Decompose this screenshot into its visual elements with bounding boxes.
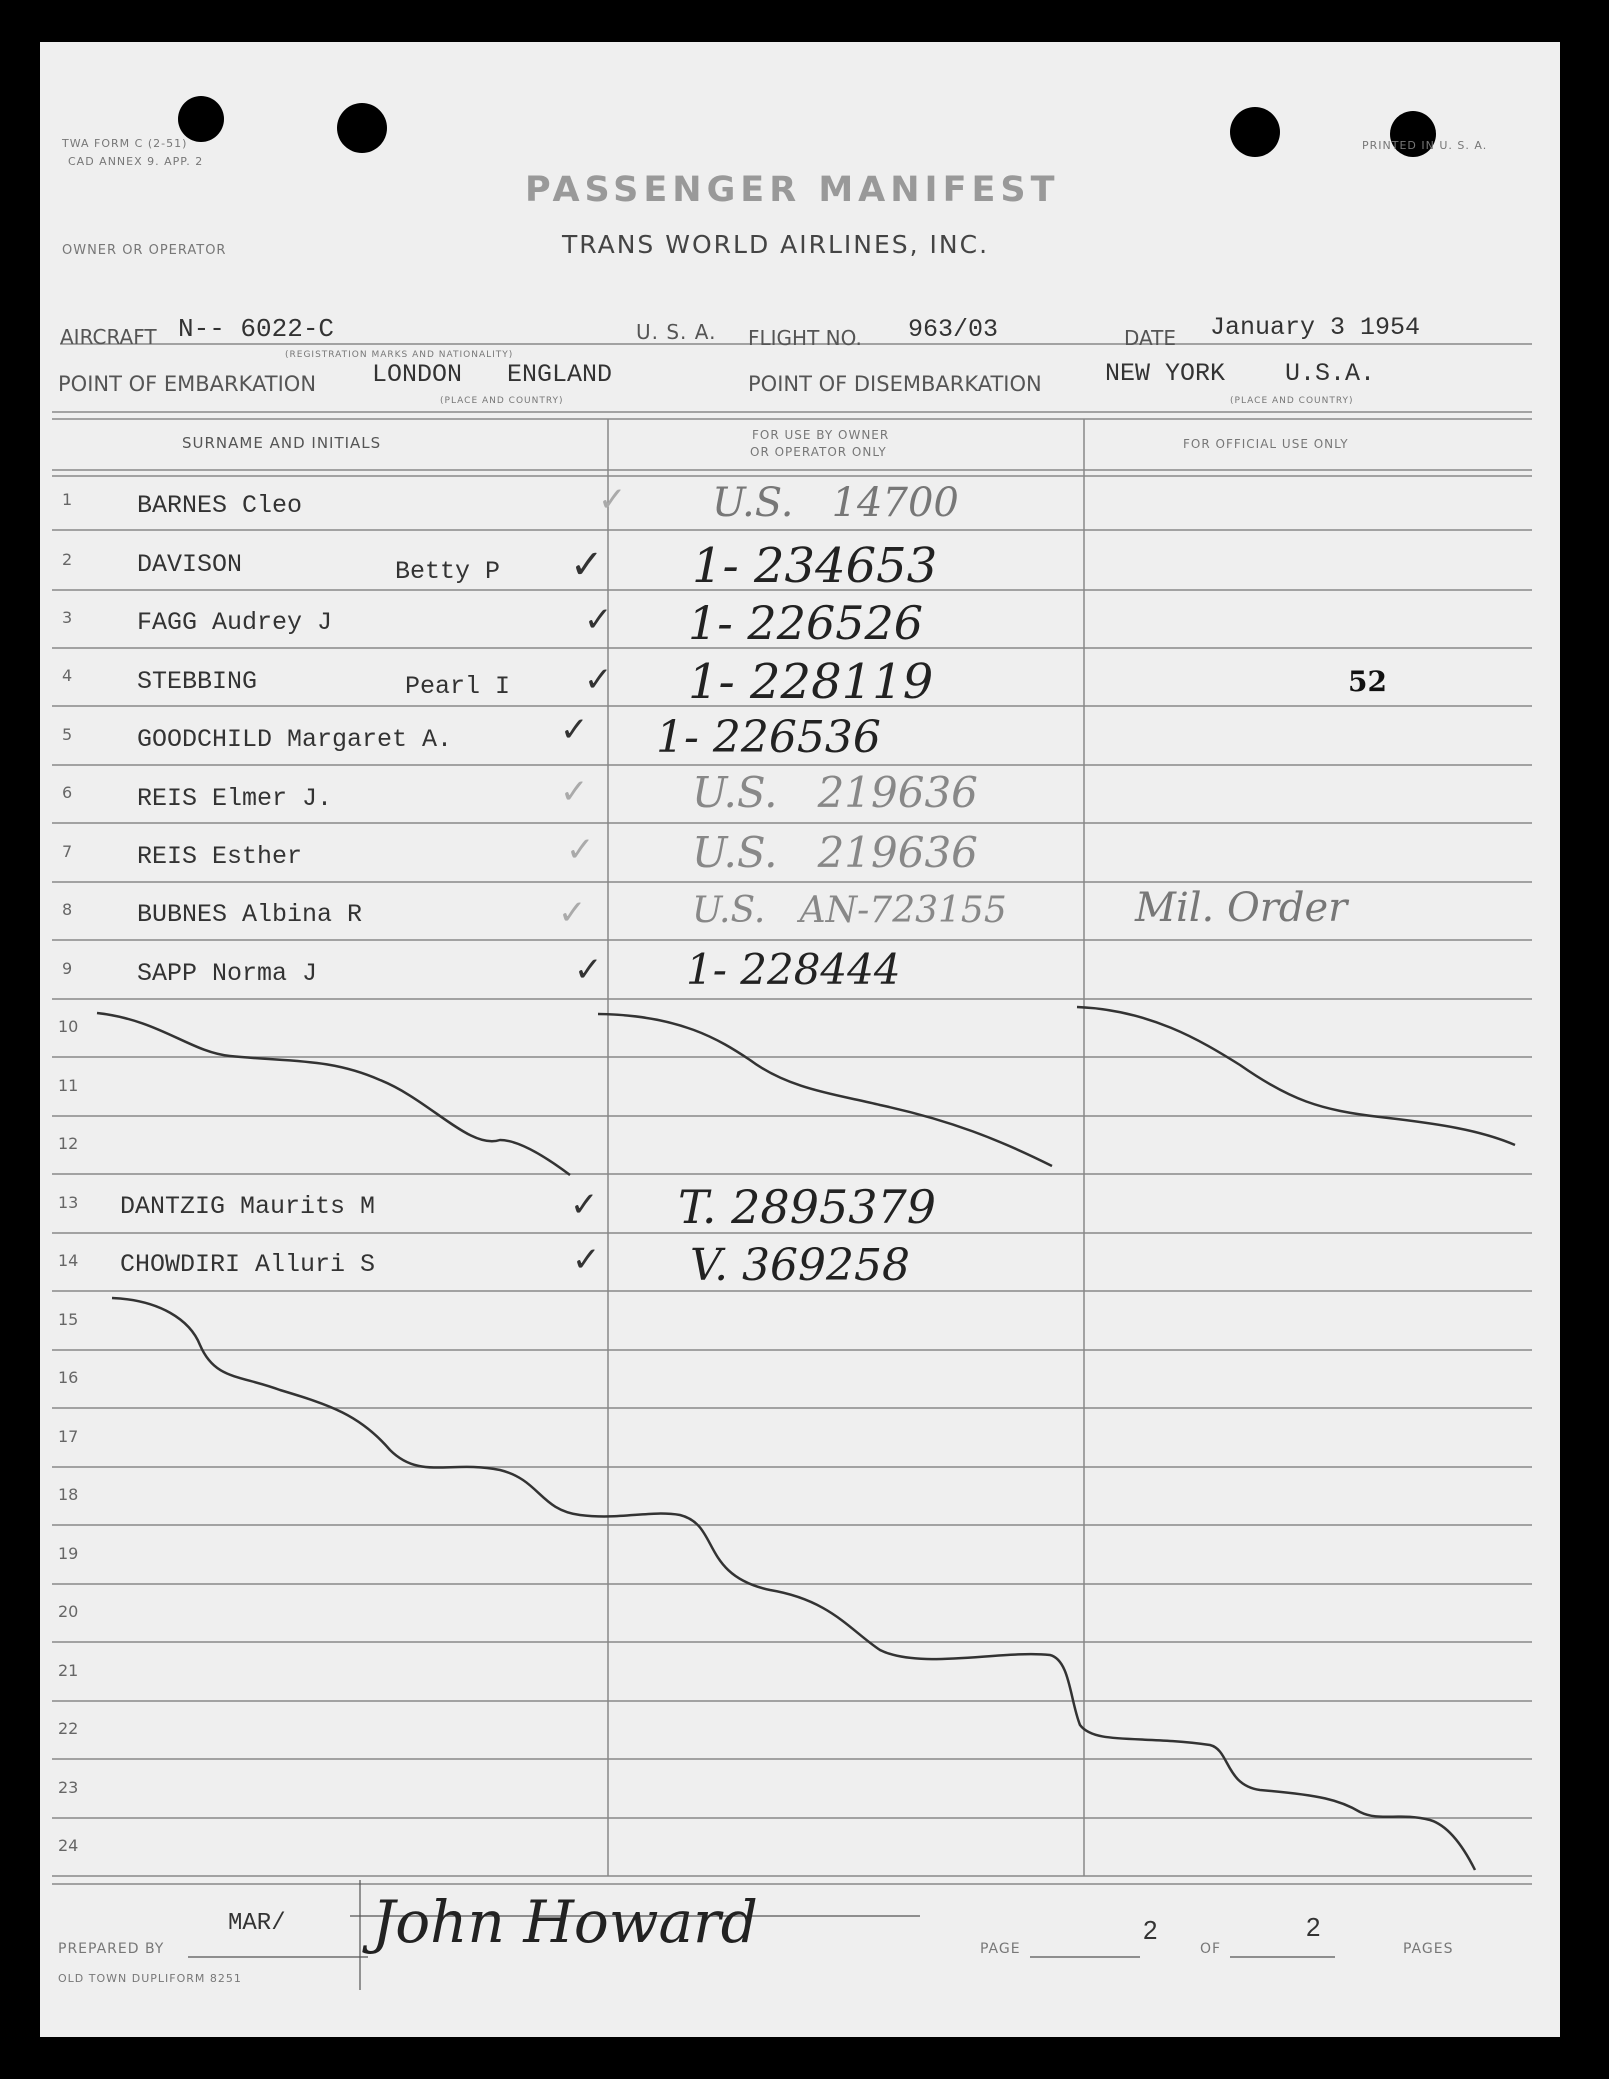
row-number: 20 [58,1602,79,1621]
row-number: 8 [62,900,73,919]
check-mark-icon: ✓ [560,710,589,750]
passenger-official-note: Mil. Order [1135,885,1348,931]
passenger-owner-note: U.S. 14700 [712,480,959,526]
passenger-surname: STEBBING [137,667,258,696]
row-number: 22 [58,1719,79,1738]
row-number: 10 [58,1017,79,1036]
embarkation-label: POINT OF EMBARKATION [58,372,317,396]
embarkation-value: LONDON ENGLAND [372,360,613,389]
passenger-surname: REIS Elmer J. [137,784,333,813]
row-number: 7 [62,842,73,861]
check-mark-icon: ✓ [566,830,595,870]
passenger-owner-note: T. 2895379 [678,1180,937,1234]
col-header-official: FOR OFFICIAL USE ONLY [1183,437,1349,451]
aircraft-value: N-- 6022-C [178,314,335,344]
passenger-surname: FAGG Audrey J [137,608,333,637]
check-mark-icon: ✓ [572,1240,601,1280]
row-number: 2 [62,550,73,569]
passenger-surname: BARNES Cleo [137,491,303,520]
check-mark-icon: ✓ [574,950,603,990]
check-mark-icon: ✓ [558,893,587,933]
row-number: 24 [58,1836,79,1855]
passenger-owner-note: U.S. 219636 [692,768,978,817]
passenger-surname: BUBNES Albina R [137,900,363,929]
annex-code: CAD ANNEX 9. APP. 2 [68,155,204,168]
col-header-surname: SURNAME AND INITIALS [182,434,382,452]
passenger-owner-note: U.S. AN-723155 [692,890,1007,931]
printed-in-usa: PRINTED IN U. S. A. [1362,139,1488,152]
row-number: 1 [62,490,73,509]
passenger-surname: DANTZIG Maurits M [120,1192,376,1221]
disembarkation-value: NEW YORK U.S.A. [1105,359,1376,388]
prepared-by-label: PREPARED BY [58,1941,165,1957]
row-number: 23 [58,1778,79,1797]
flight-no-label: FLIGHT NO. [748,326,862,350]
prepared-initials: MAR/ [228,1910,286,1937]
flight-no-value: 963/03 [908,315,999,344]
date-value: January 3 1954 [1210,313,1421,342]
check-mark-icon: ✓ [570,1185,599,1225]
row-number: 12 [58,1134,79,1153]
form-code: TWA FORM C (2-51) [62,137,188,150]
embarkation-caption: (PLACE AND COUNTRY) [440,396,564,406]
of-label: OF [1200,1941,1222,1957]
row-number: 14 [58,1251,79,1270]
registration-caption: (REGISTRATION MARKS AND NATIONALITY) [285,350,514,360]
passenger-given-name: Pearl I [405,672,511,701]
row-number: 15 [58,1310,79,1329]
date-label: DATE [1124,326,1177,350]
disembarkation-label: POINT OF DISEMBARKATION [748,372,1042,396]
check-mark-icon: ✓ [584,660,613,700]
check-mark-icon: ✓ [560,772,589,812]
row-number: 6 [62,783,73,802]
owner-operator-label: OWNER OR OPERATOR [62,243,227,258]
row-number: 21 [58,1661,79,1680]
passenger-owner-note: 1- 226536 [656,712,881,763]
check-mark-icon: ✓ [598,480,627,520]
row-number: 11 [58,1076,79,1095]
row-number: 18 [58,1485,79,1504]
check-mark-icon: ✓ [584,600,613,640]
passenger-surname: GOODCHILD Margaret A. [137,725,453,754]
row-number: 19 [58,1544,79,1563]
aircraft-label: AIRCRAFT [60,325,157,349]
preparer-signature: John Howard [372,1888,758,1956]
airline-name: TRANS WORLD AIRLINES, INC. [562,230,990,259]
disembarkation-caption: (PLACE AND COUNTRY) [1230,396,1354,406]
passenger-given-name: Betty P [395,557,501,586]
row-number: 3 [62,608,73,627]
row-number: 4 [62,666,73,685]
row-number: 16 [58,1368,79,1387]
pages-label: PAGES [1403,1941,1454,1957]
col-header-owner-1: FOR USE BY OWNER [752,428,890,442]
passenger-surname: SAPP Norma J [137,959,318,988]
passenger-surname: CHOWDIRI Alluri S [120,1250,376,1279]
passenger-owner-note: 1- 228119 [688,654,934,710]
passenger-owner-note: U.S. 219636 [692,828,978,877]
page-label: PAGE [980,1941,1021,1957]
footer-form-code: OLD TOWN DUPLIFORM 8251 [58,1972,242,1985]
passenger-surname: REIS Esther [137,842,303,871]
row-number: 17 [58,1427,79,1446]
row-number: 13 [58,1193,79,1212]
row-number: 9 [62,959,73,978]
passenger-surname: DAVISON [137,550,243,579]
check-mark-icon: ✓ [570,542,604,588]
passenger-owner-note: 1- 226526 [688,596,924,650]
col-header-owner-2: OR OPERATOR ONLY [750,445,887,459]
nationality-value: U. S. A. [636,320,717,344]
passenger-owner-note: 1- 234653 [692,538,938,594]
row-number: 5 [62,725,73,744]
passenger-owner-note: 1- 228444 [686,945,901,994]
manifest-title: PASSENGER MANIFEST [525,170,1060,210]
passenger-official-note: 52 [1348,665,1387,698]
passenger-owner-note: V. 369258 [690,1240,911,1291]
page-total: 2 [1306,1912,1321,1942]
page-number: 2 [1143,1915,1158,1945]
